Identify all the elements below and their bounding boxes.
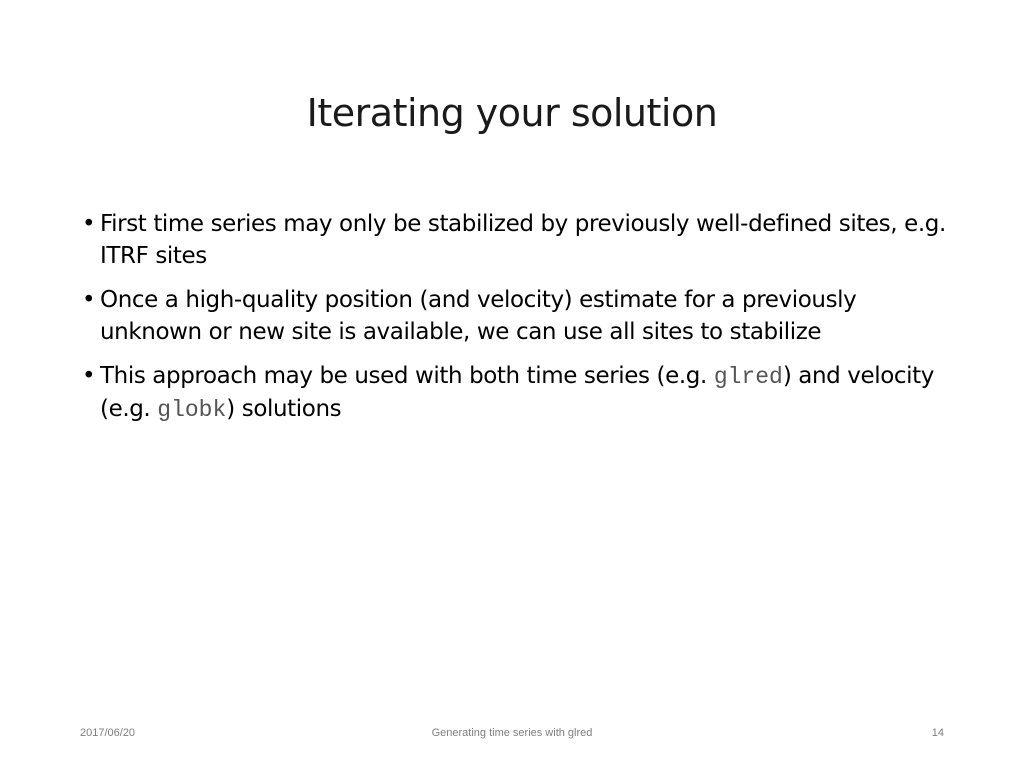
- footer-date: 2017/06/20: [80, 727, 136, 739]
- bullet-list: [82, 208, 952, 438]
- bullet-text: ) and velocity (e.g.: [100, 363, 934, 422]
- bullet-text: This approach may be used with both time series (e.g.: [100, 363, 714, 389]
- bullet-item-3: [82, 360, 952, 426]
- bullet-dot-icon: •: [82, 287, 96, 313]
- bullet-dot-icon: •: [82, 211, 96, 237]
- bullet-item-1: [82, 208, 952, 272]
- slide-title: Iterating your solution: [306, 91, 718, 135]
- bullet-text: ) solutions: [226, 396, 342, 422]
- bullet-text: Once a high-quality position (and velocity) estimate for a previously unknown or new site is available, we can use all sites to stabilize: [100, 287, 857, 345]
- bullet-item-2: [82, 284, 952, 348]
- bullet-dot-icon: •: [82, 363, 96, 389]
- bullet-text: First time series may only be stabilized by previously well-defined sites, e.g. ITRF sites: [100, 211, 946, 269]
- code-glred: glred: [713, 364, 783, 390]
- page-number: 14: [931, 727, 944, 739]
- footer-title: Generating time series with glred: [431, 727, 593, 739]
- code-globk: globk: [157, 397, 227, 423]
